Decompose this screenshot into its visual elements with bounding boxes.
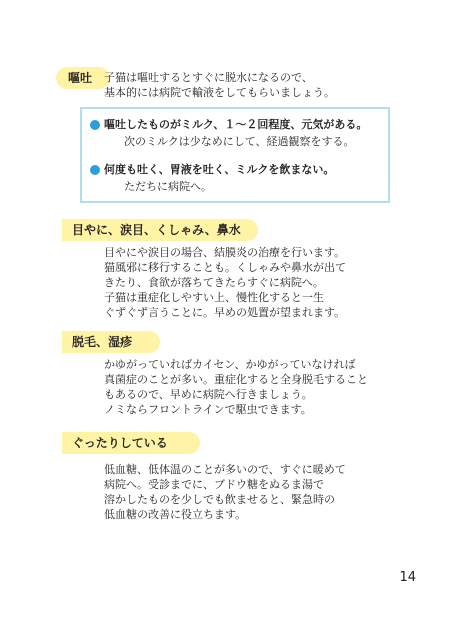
- bullet-icon: [90, 120, 100, 130]
- vomit-box-item-detail: 次のミルクは少なめにして、経過観察をする。: [124, 135, 355, 148]
- page-number: 14: [399, 570, 416, 585]
- section-heading-hair-eczema: 脱毛、湿疹: [62, 331, 160, 353]
- section-text-eye-nose: 目やにや涙目の場合、結膜炎の治療を行います。 猫風邪に移行することも。くしゃみや鼻水が出て きたり、食欲が落ちてきたらすぐに病院へ。 子猫は重症化しやすい上、慢性化すると一生 ぐずぐず言うことに。早めの処置が望まれます。: [104, 246, 346, 319]
- vomit-box-item-detail: ただちに病院へ。: [124, 180, 212, 193]
- vomit-box-item-title: 何度も吐く、胃液を吐く、ミルクを飲まない。: [104, 163, 335, 176]
- section-heading-vomit: 嘔吐: [56, 67, 110, 89]
- bullet-icon: [90, 165, 100, 175]
- section-text-vomit: 子猫は嘔吐するとすぐに脱水になるので、 基本的には病院で輸液をしてもらいましょう。: [104, 71, 335, 99]
- section-text-hair-eczema: かゆがっていればカイセン、かゆがっていなければ 真菌症のことが多い。重症化すると全身脱毛すること もあるので、早めに病院へ行きましょう。 ノミならフロントラインで駆虫できます。: [104, 358, 368, 416]
- section-heading-eye-nose: 目やに、涙目、くしゃみ、鼻水: [62, 219, 258, 241]
- section-heading-lethargy: ぐったりしている: [62, 432, 200, 454]
- vomit-box-item-title: 嘔吐したものがミルク、１～２回程度、元気がある。: [104, 118, 368, 131]
- section-text-lethargy: 低血糖、低体温のことが多いので、すぐに暖めて 病院へ。受診までに、ブドウ糖をぬるま湯で 溶かしたものを少しでも飲ませると、緊急時の 低血糖の改善に役立ちます。: [104, 463, 346, 521]
